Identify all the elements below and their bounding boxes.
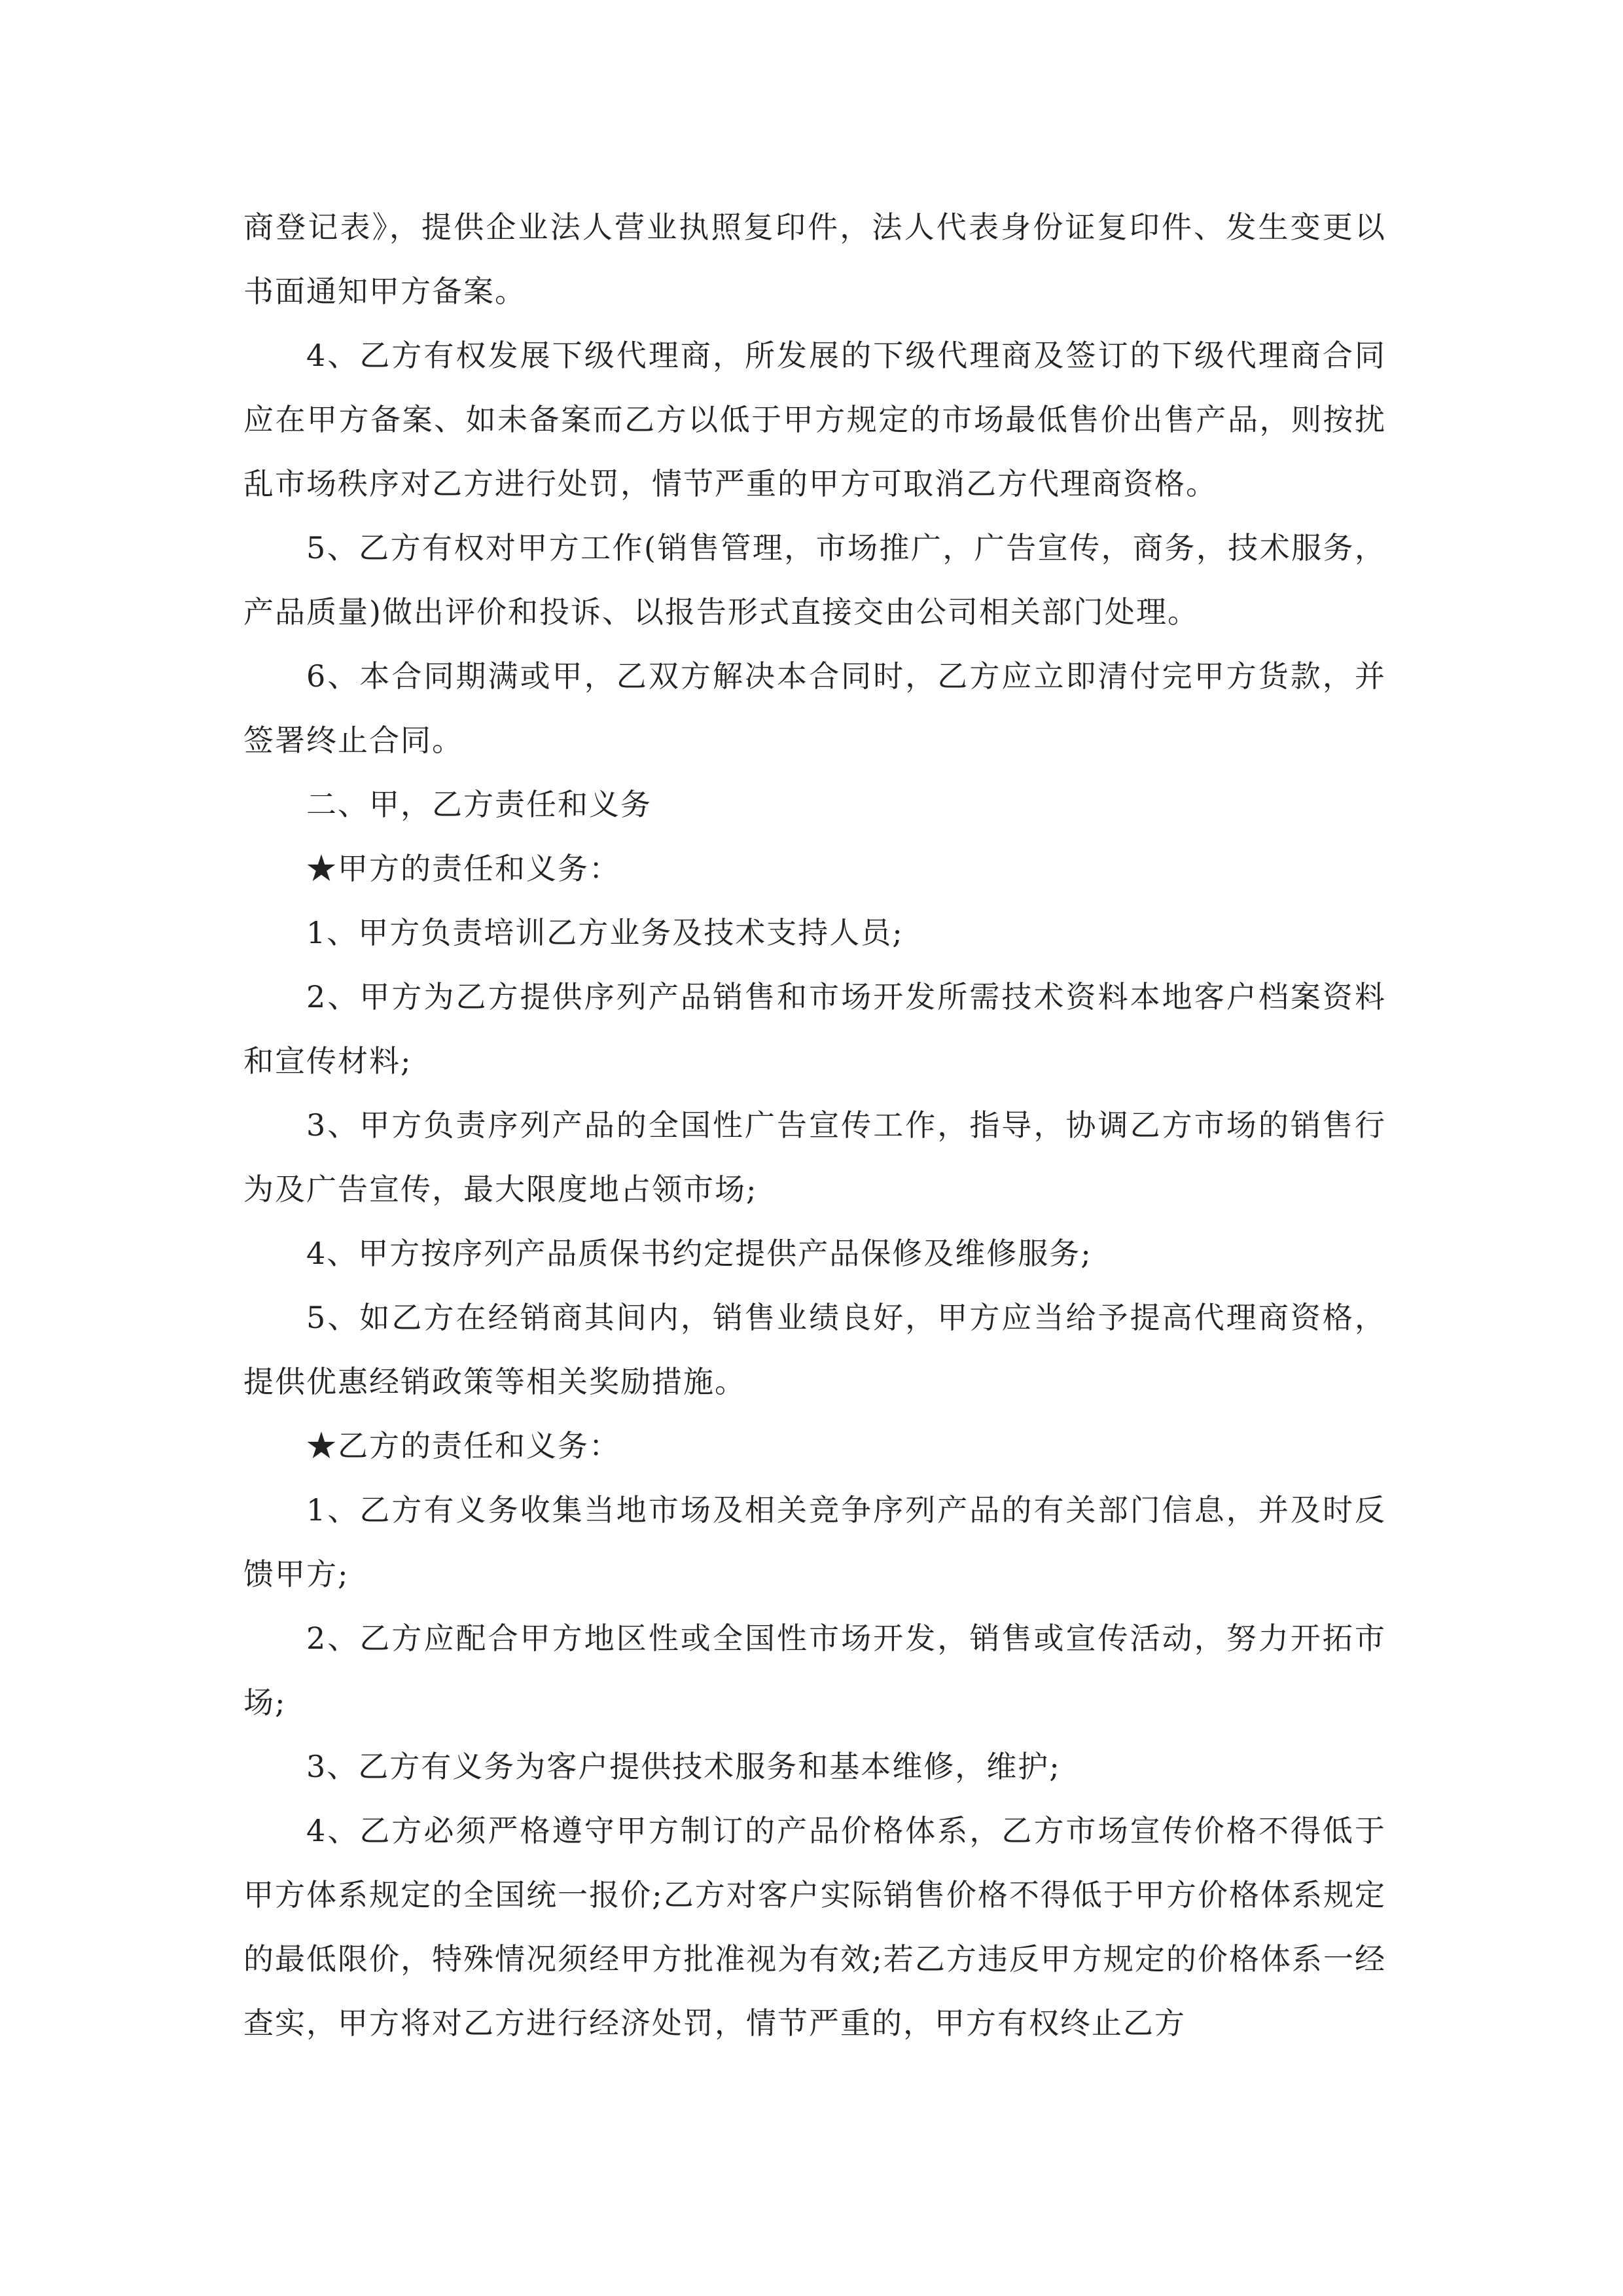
party-a-item-4: 4、甲方按序列产品质保书约定提供产品保修及维修服务; xyxy=(306,1236,1092,1271)
section-heading-responsibilities: 二、甲，乙方责任和义务 xyxy=(306,787,652,822)
subheading-party-a: ★甲方的责任和义务： xyxy=(306,851,620,886)
party-b-item-2: 2、乙方应配合甲方地区性或全国性市场开发，销售或宣传活动，努力开拓市场; xyxy=(243,1621,1386,1720)
party-b-item-3: 3、乙方有义务为客户提供技术服务和基本维修，维护; xyxy=(306,1749,1061,1784)
party-a-item-3: 3、甲方负责序列产品的全国性广告宣传工作，指导，协调乙方市场的销售行为及广告宣传，最大限度地占领市场; xyxy=(243,1107,1386,1207)
clause-6-termination: 6、本合同期满或甲，乙双方解决本合同时，乙方应立即清付完甲方货款，并签署终止合同。 xyxy=(243,658,1386,758)
document-body xyxy=(243,195,1386,2055)
party-b-item-4: 4、乙方必须严格遵守甲方制订的产品价格体系，乙方市场宣传价格不得低于甲方体系规定的全国统一报价;乙方对客户实际销售价格不得低于甲方价格体系规定的最低限价，特殊情况须经甲方批准视为有效;若乙方违反甲方规定的价格体系一经查实，甲方将对乙方进行经济处罚，情节严重的，甲方有权终止乙方 xyxy=(243,1813,1386,2041)
paragraph-continuation: 商登记表》，提供企业法人营业执照复印件，法人代表身份证复印件、发生变更以书面通知甲方备案。 xyxy=(243,209,1386,309)
party-a-item-2: 2、甲方为乙方提供序列产品销售和市场开发所需技术资料本地客户档案资料和宣传材料; xyxy=(243,979,1386,1079)
party-a-item-5: 5、如乙方在经销商其间内，销售业绩良好，甲方应当给予提高代理商资格，提供优惠经销政策等相关奖励措施。 xyxy=(243,1300,1386,1399)
clause-4-sub-agents: 4、乙方有权发展下级代理商，所发展的下级代理商及签订的下级代理商合同应在甲方备案、如未备案而乙方以低于甲方规定的市场最低售价出售产品，则按扰乱市场秩序对乙方进行处罚，情节严重的甲方可取消乙方代理商资格。 xyxy=(243,338,1386,501)
clause-5-evaluation: 5、乙方有权对甲方工作(销售管理，市场推广，广告宣传，商务，技术服务，产品质量)做出评价和投诉、以报告形式直接交由公司相关部门处理。 xyxy=(243,530,1386,630)
party-a-item-1: 1、甲方负责培训乙方业务及技术支持人员; xyxy=(306,915,904,950)
party-b-item-1: 1、乙方有义务收集当地市场及相关竞争序列产品的有关部门信息，并及时反馈甲方; xyxy=(243,1492,1386,1592)
subheading-party-b: ★乙方的责任和义务： xyxy=(306,1428,620,1463)
